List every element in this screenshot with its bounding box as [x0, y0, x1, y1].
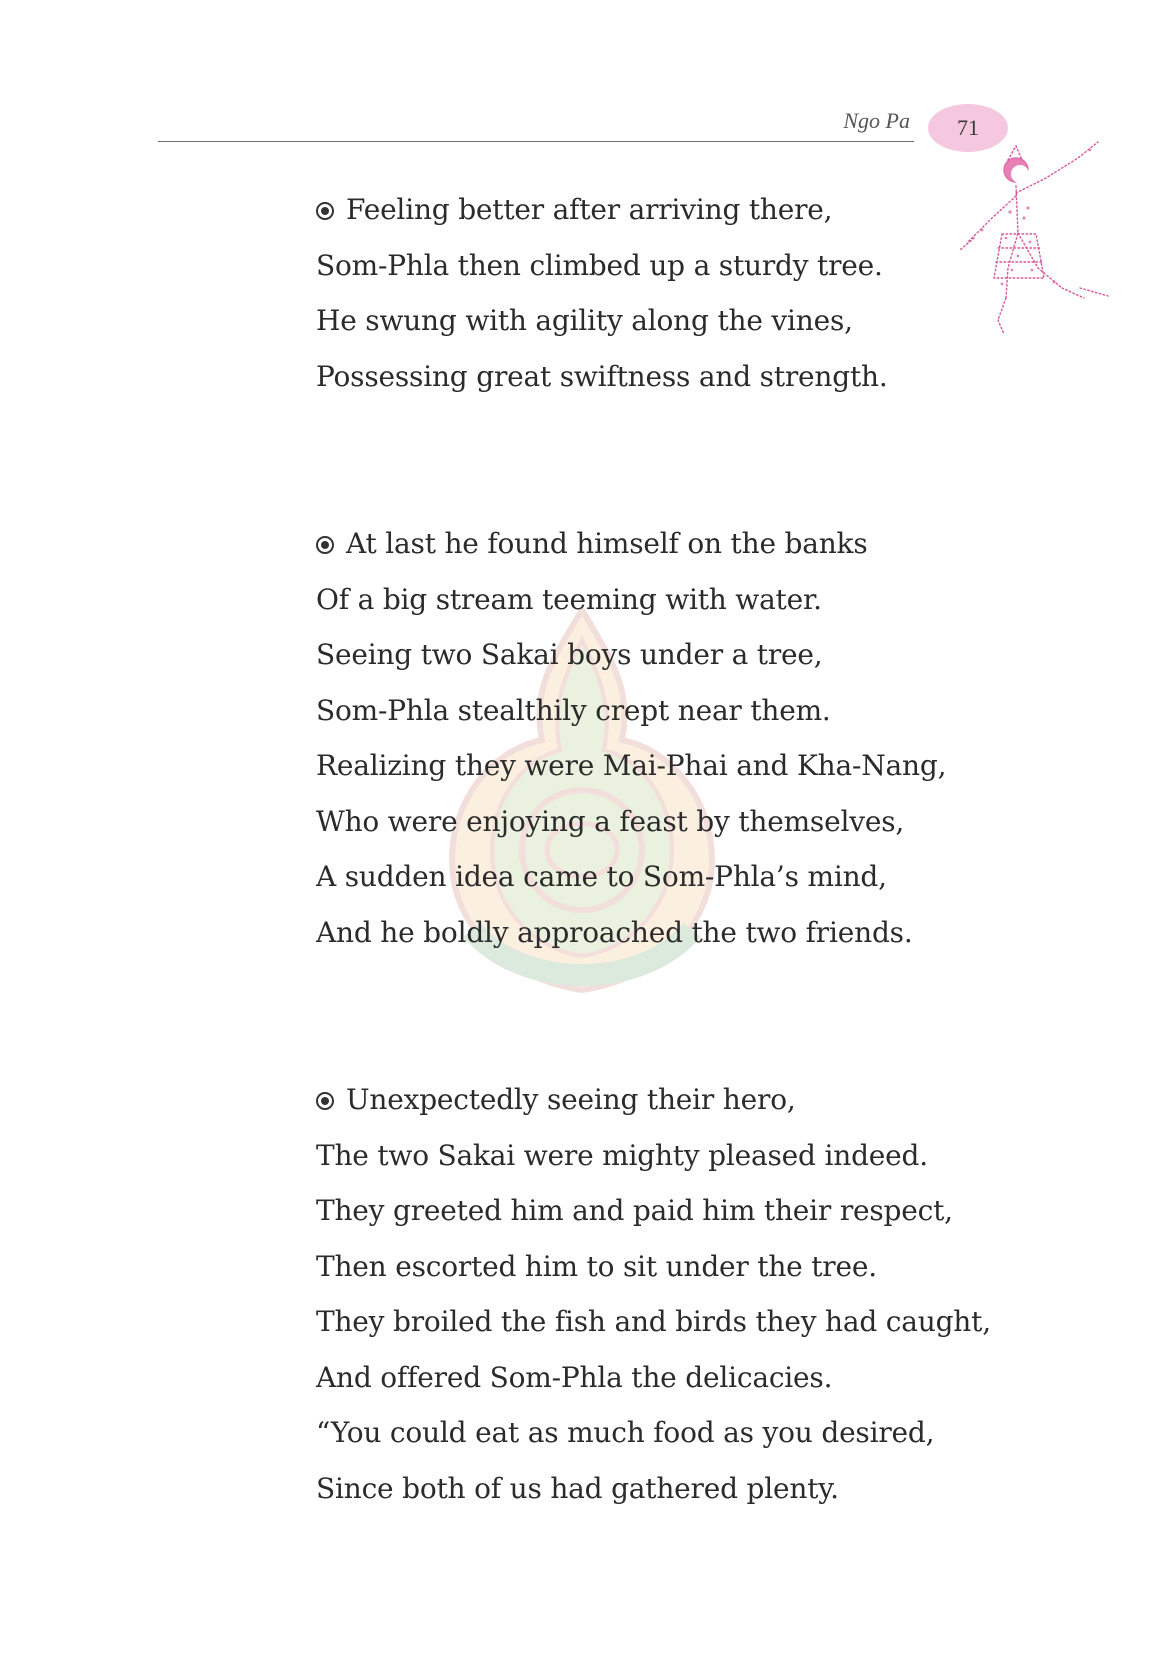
bullet-icon	[316, 202, 334, 220]
verse-line: At last he found himself on the banks	[316, 516, 976, 572]
verse-line: They broiled the fish and birds they had caught,	[316, 1305, 991, 1338]
verse-line: Then escorted him to sit under the tree.	[316, 1249, 877, 1283]
verse-line: Som-Phla stealthily crept near them.	[316, 693, 831, 727]
verse-line: Som-Phla then climbed up a sturdy tree.	[316, 248, 883, 282]
verse-line: And he boldly approached the two friends.	[316, 915, 913, 949]
page-number: 71	[957, 115, 979, 140]
header-rule	[158, 141, 914, 142]
verse-line: Of a big stream teeming with water.	[316, 582, 822, 616]
verse-line: Since both of us had gathered plenty.	[316, 1471, 839, 1505]
verse-line: And offered Som-Phla the delicacies.	[316, 1360, 833, 1394]
verse-line: The two Sakai were mighty pleased indeed.	[316, 1138, 928, 1172]
dancer-ornament-icon	[958, 138, 1118, 348]
verse-line: A sudden idea came to Som-Phla’s mind,	[316, 860, 887, 893]
verse-line: Seeing two Sakai boys under a tree,	[316, 638, 823, 671]
stanza-1	[316, 182, 976, 404]
bullet-icon	[316, 536, 334, 554]
verse-line: Realizing they were Mai-Phai and Kha-Nang,	[316, 749, 947, 782]
verse-line: He swung with agility along the vines,	[316, 304, 853, 337]
bullet-icon	[316, 1092, 334, 1110]
verse-line: “You could eat as much food as you desired,	[316, 1416, 935, 1449]
verse-line: Feeling better after arriving there,	[316, 182, 976, 238]
verse-line: They greeted him and paid him their respect,	[316, 1194, 953, 1227]
running-title: Ngo Pa	[843, 108, 910, 133]
verse-line: Who were enjoying a feast by themselves,	[316, 804, 905, 838]
stanza-3	[316, 1072, 991, 1516]
stanza-2	[316, 516, 976, 960]
verse-line: Possessing great swiftness and strength.	[316, 359, 888, 393]
verse-line: Unexpectedly seeing their hero,	[316, 1072, 976, 1128]
